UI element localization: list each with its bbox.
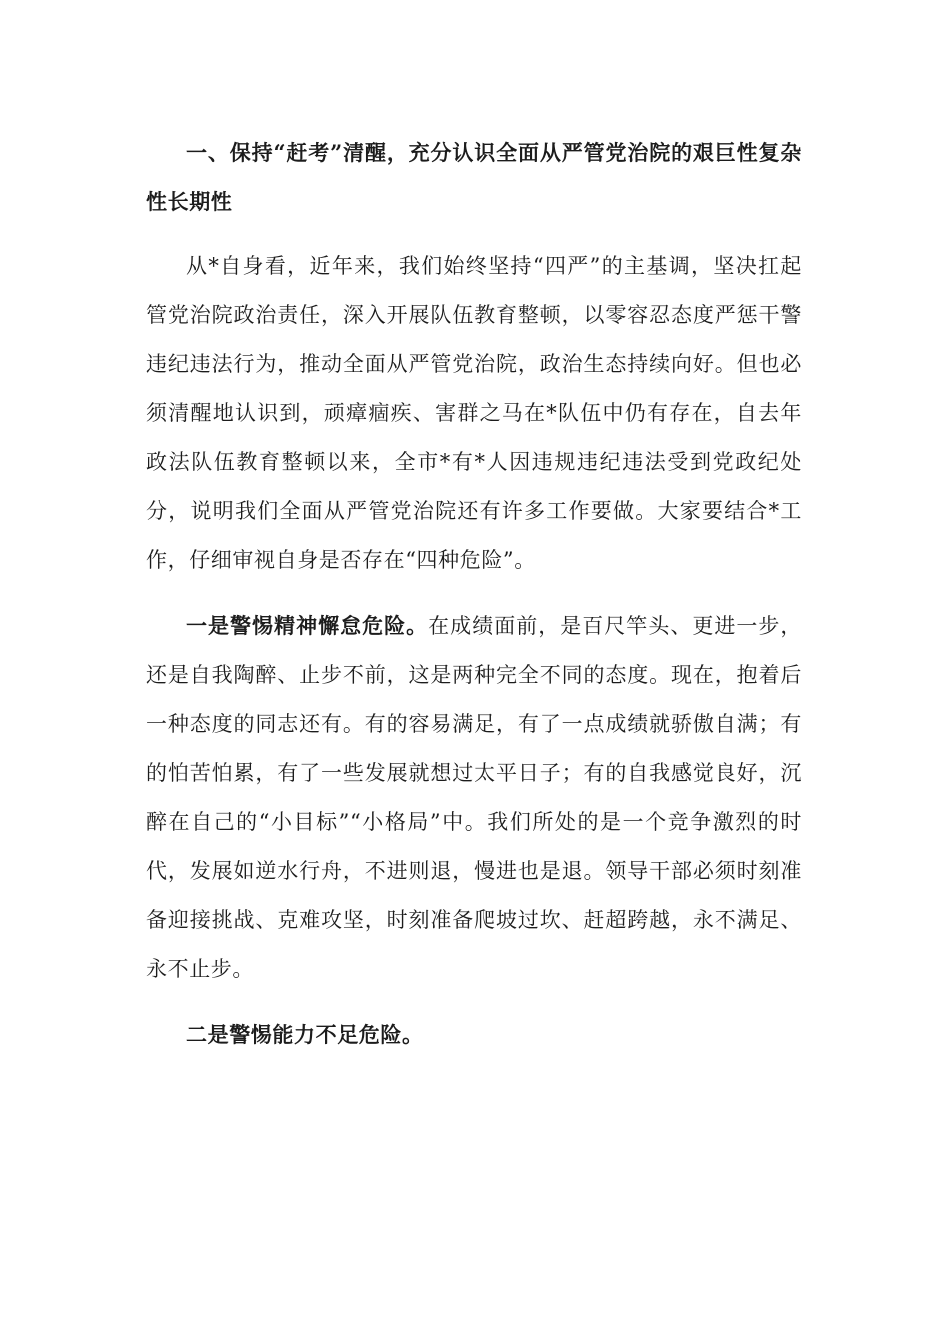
paragraph-spiritual-slackness	[146, 601, 802, 994]
paragraph-self-assessment: 从*自身看，近年来，我们始终坚持“四严”的主基调，坚决扛起管党治院政治责任，深入开展队伍教育整顿，以零容忍态度严惩干警违纪违法行为，推动全面从严管党治院，政治生态持续向好。但也必须清醒地认识到，顽瘴痼疾、害群之马在*队伍中仍有存在，自去年政法队伍教育整顿以来，全市*有*人因违规违纪违法受到党政纪处分，说明我们全面从严管党治院还有许多工作要做。大家要结合*工作，仔细审视自身是否存在“四种危险”。	[146, 254, 802, 572]
paragraph-lead-insufficient-ability: 二是警惕能力不足危险。	[186, 1022, 424, 1047]
paragraph-lead-spiritual-slackness: 一是警惕精神懈怠危险。	[186, 613, 429, 638]
paragraph-body-spiritual-slackness: 在成绩面前，是百尺竿头、更进一步，还是自我陶醉、止步不前，这是两种完全不同的态度。现在，抱着后一种态度的同志还有。有的容易满足，有了一点成绩就骄傲自满；有的怕苦怕累，有了一些发展就想过太平日子；有的自我感觉良好，沉醉在自己的“小目标”“小格局”中。我们所处的是一个竞争激烈的时代，发展如逆水行舟，不进则退，慢进也是退。领导干部必须时刻准备迎接挑战、克难攻坚，时刻准备爬坡过坎、赶超跨越，永不满足、永不止步。	[146, 614, 802, 981]
section-heading: 一、保持“赶考”清醒，充分认识全面从严管党治院的艰巨性复杂性长期性	[146, 140, 802, 214]
paragraph-insufficient-ability	[146, 1010, 802, 1060]
document-body	[146, 128, 802, 1076]
